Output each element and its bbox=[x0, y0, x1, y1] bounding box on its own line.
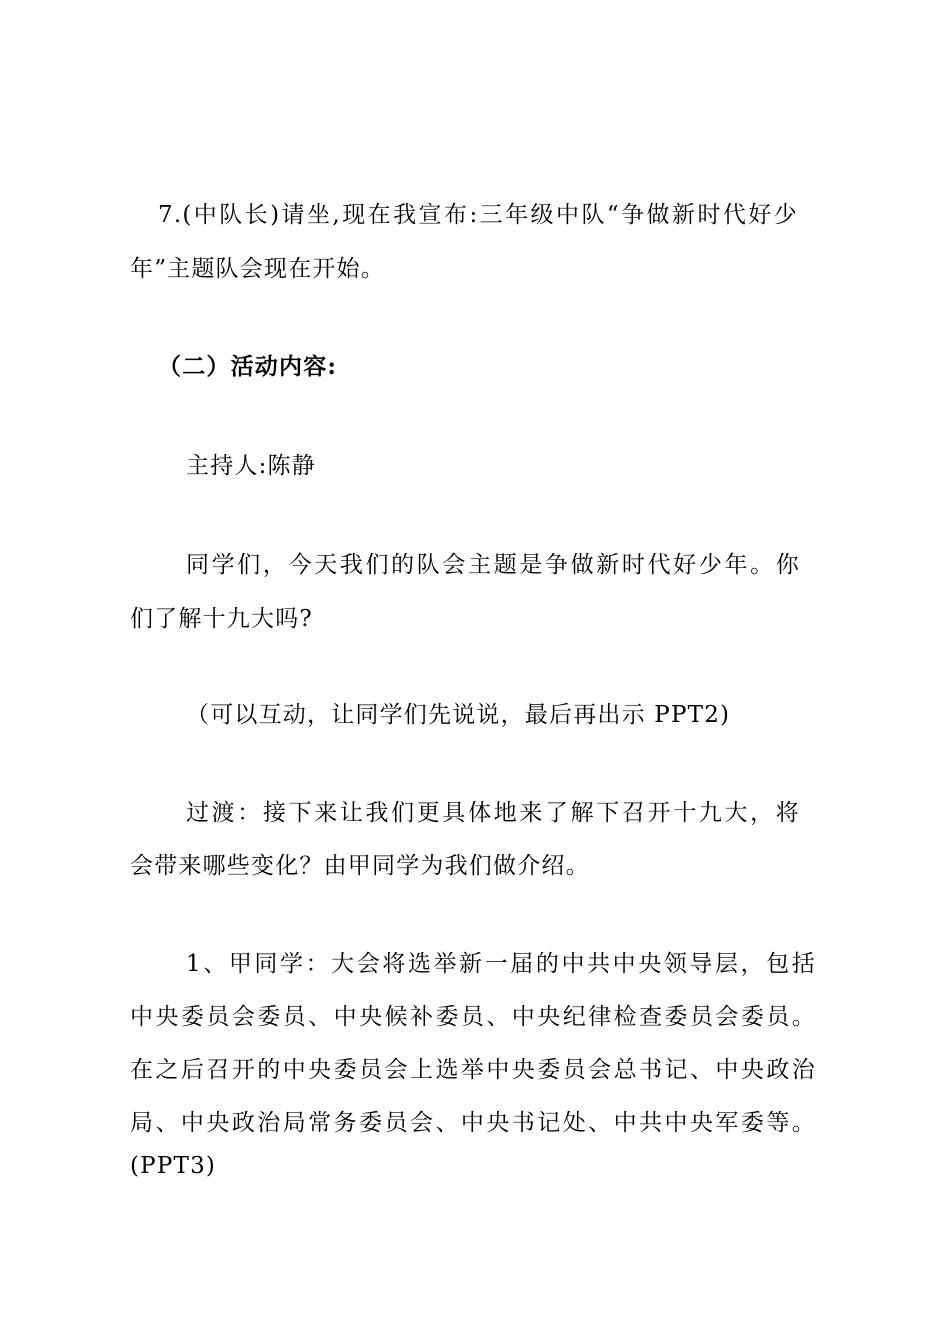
paragraph-7-line-2: 年”主题队会现在开始。 bbox=[130, 256, 385, 282]
transition-line-2: 会带来哪些变化？由甲同学为我们做介绍。 bbox=[130, 853, 590, 879]
intro-line-2: 们了解十九大吗? bbox=[130, 606, 313, 632]
host-line: 主持人:陈静 bbox=[186, 453, 316, 479]
item-1-line-4: 局、中央政治局常务委员会、中央书记处、中共中央军委等。 bbox=[130, 1110, 816, 1136]
transition-line-1: 过渡：接下来让我们更具体地来了解下召开十九大，将 bbox=[186, 800, 800, 826]
section-heading: （二）活动内容: bbox=[158, 353, 338, 380]
interaction-note: （可以互动，让同学们先说说，最后再出示 PPT2) bbox=[186, 702, 731, 728]
intro-line-1: 同学们，今天我们的队会主题是争做新时代好少年。你 bbox=[186, 552, 800, 578]
item-1-line-3: 在之后召开的中央委员会上选举中央委员会总书记、中央政治 bbox=[130, 1057, 816, 1083]
paragraph-7-line-1: 7.(中队长)请坐,现在我宣布:三年级中队“争做新时代好少 bbox=[158, 202, 798, 228]
item-1-line-2: 中央委员会委员、中央候补委员、中央纪律检查委员会委员。 bbox=[130, 1004, 816, 1030]
item-1-line-1: 1、甲同学：大会将选举新一届的中共中央领导层，包括 bbox=[186, 951, 816, 977]
item-1-line-5: (PPT3) bbox=[130, 1153, 217, 1179]
